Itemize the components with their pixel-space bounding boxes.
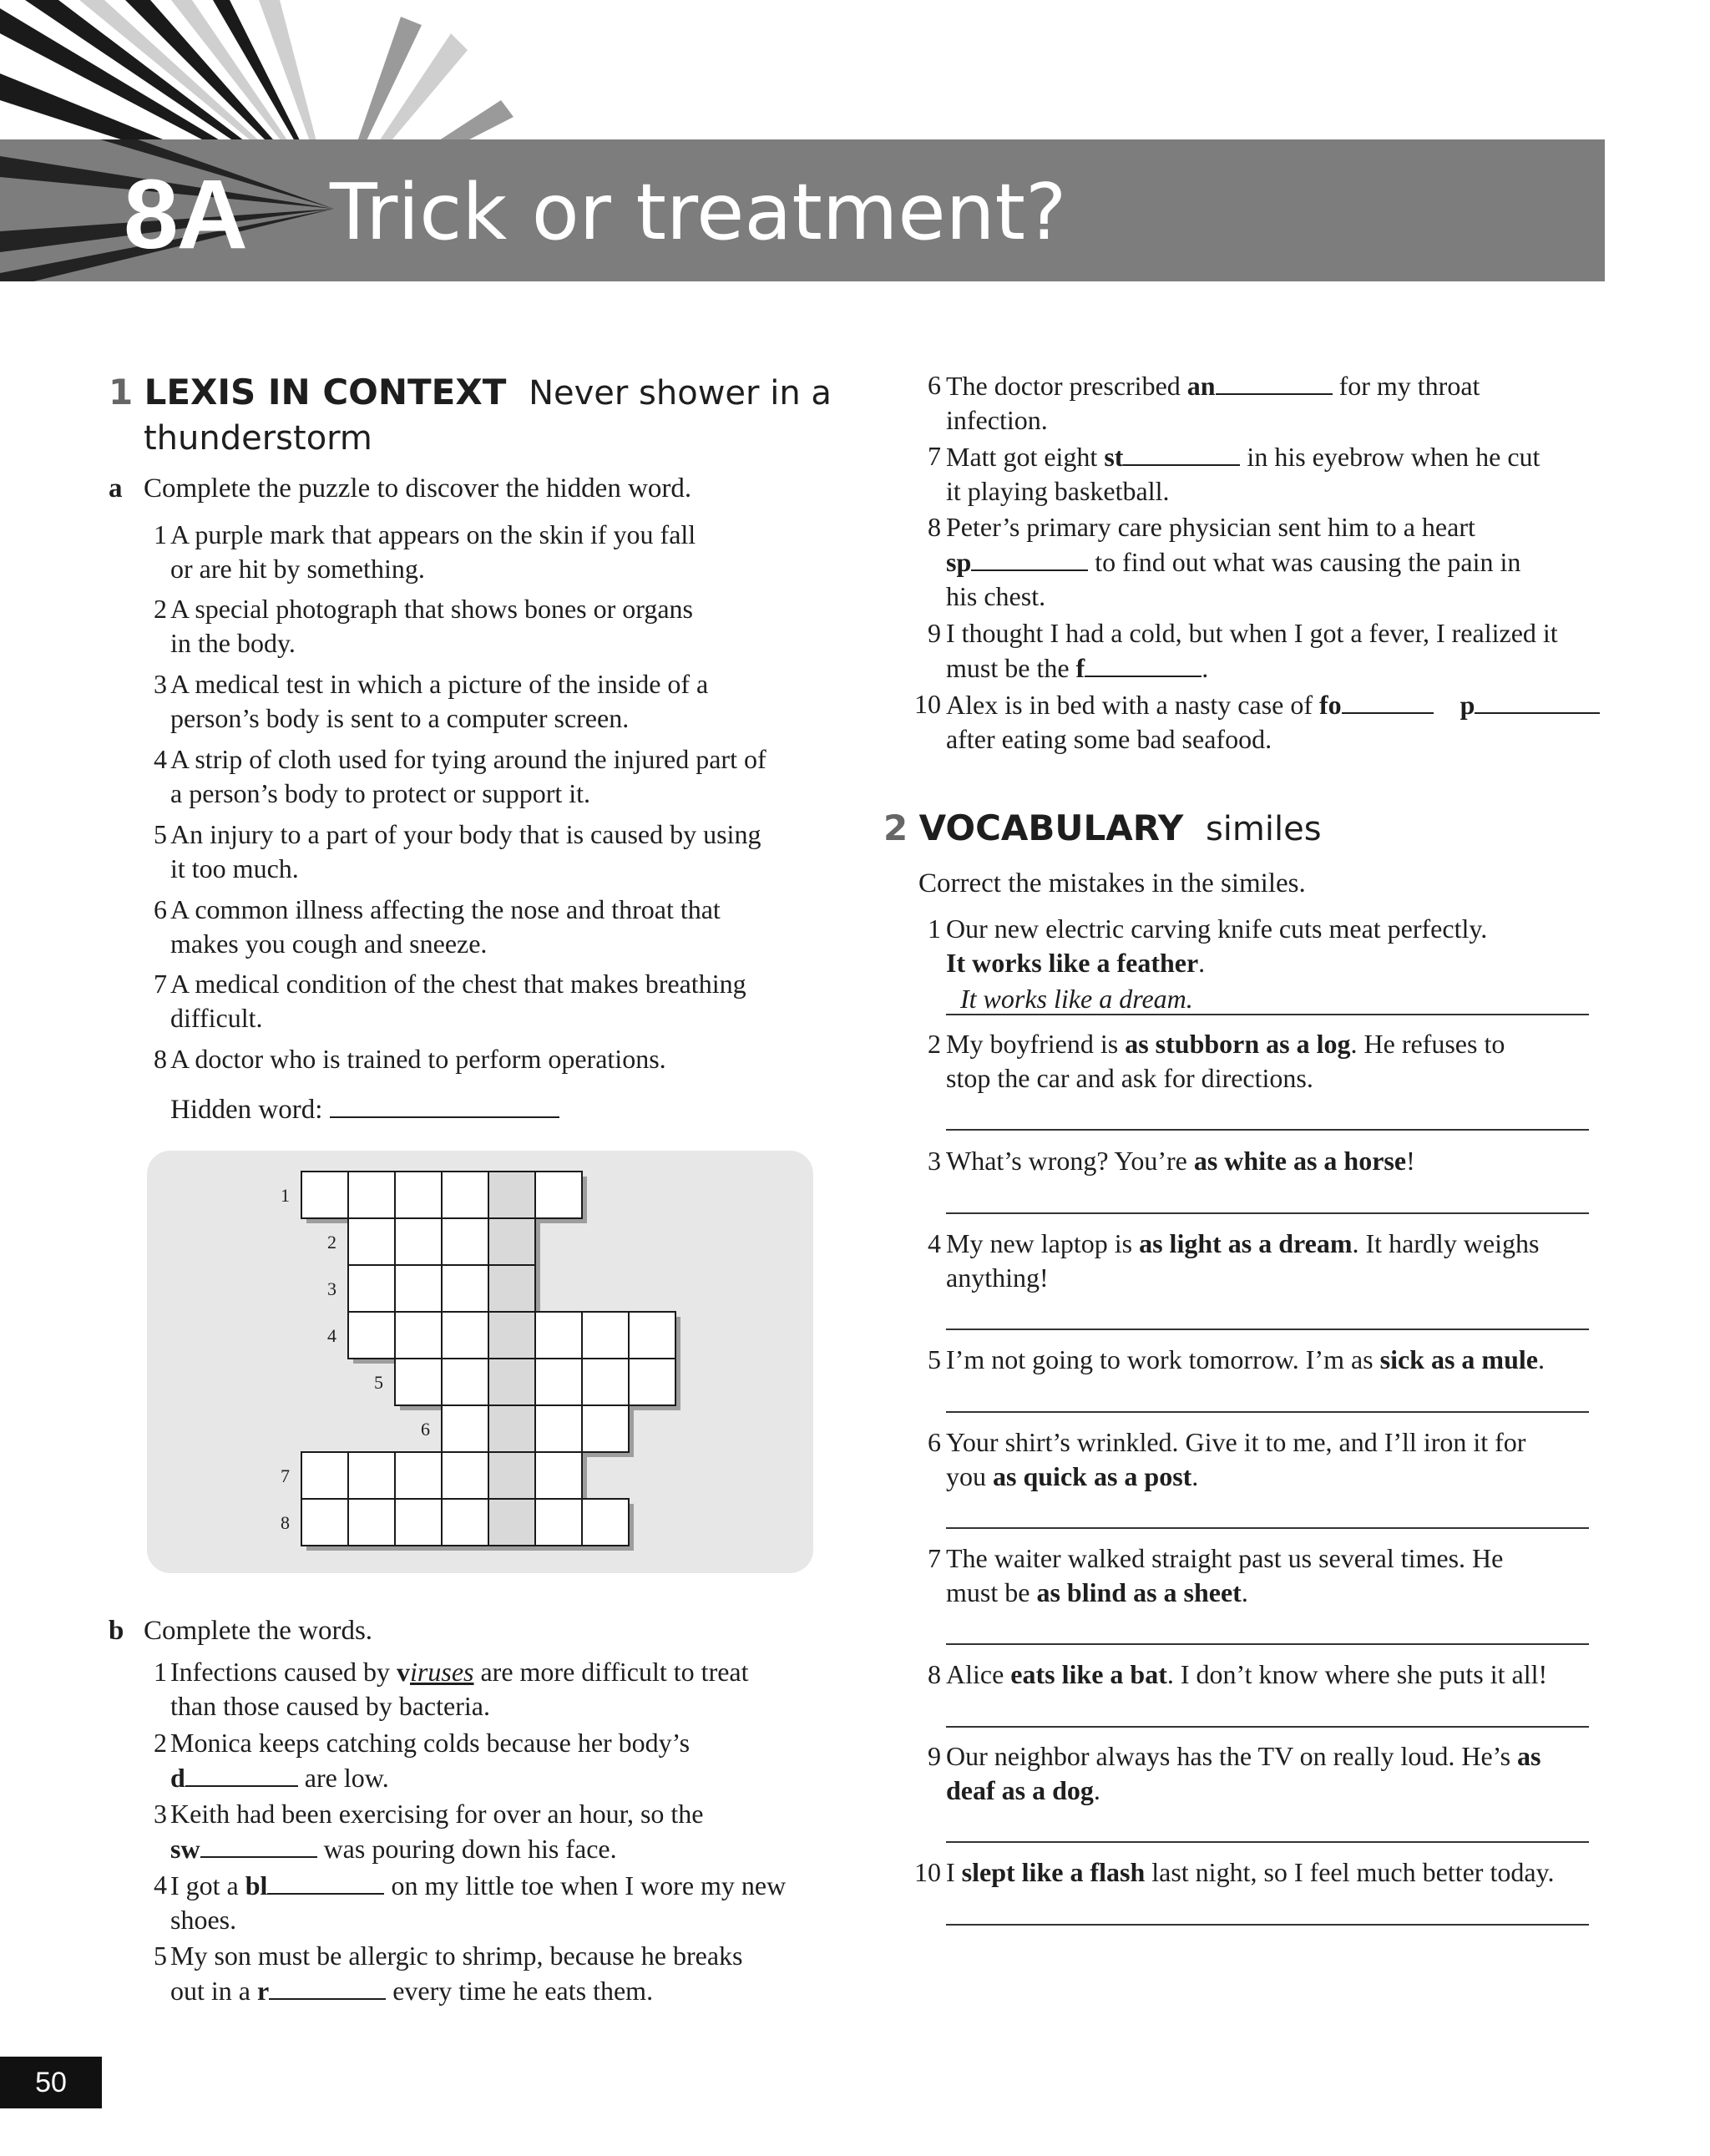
- example-answer: iruses: [410, 1657, 474, 1687]
- part-a-instruction: a Complete the puzzle to discover the hidden word.: [109, 472, 691, 506]
- answer-line[interactable]: [946, 1212, 1589, 1214]
- simile-item: 5 I’m not going to work tomorrow. I’m as sick as a mule.: [928, 1344, 1545, 1374]
- part-b-instruction: b Complete the words.: [109, 1614, 372, 1648]
- word-item: 5 My son must be allergic to shrimp, because he breaks out in a r every time he eats them.: [154, 1941, 743, 2006]
- crossword-cell[interactable]: [348, 1218, 395, 1265]
- section-1-heading: [109, 370, 832, 416]
- crossword-row-number: 1: [281, 1185, 290, 1206]
- page-number: 50: [0, 2057, 102, 2108]
- hidden-word-cell[interactable]: [488, 1265, 535, 1312]
- clue-item: 7 A medical condition of the chest that makes breathing difficult.: [154, 969, 746, 1033]
- section-subtitle: similes: [1205, 810, 1322, 848]
- hidden-word-blank[interactable]: [330, 1091, 559, 1118]
- crossword-cell[interactable]: [582, 1405, 629, 1452]
- clue-item: 2 A special photograph that shows bones or organs in the body.: [154, 594, 693, 658]
- crossword-cell[interactable]: [395, 1172, 442, 1218]
- crossword-cell[interactable]: [629, 1359, 675, 1405]
- simile-item: 8 Alice eats like a bat. I don’t know where she puts it all!: [928, 1659, 1548, 1689]
- answer-blank[interactable]: [971, 544, 1088, 571]
- crossword-cell[interactable]: [348, 1312, 395, 1359]
- crossword-cell[interactable]: [582, 1312, 629, 1359]
- answer-line[interactable]: [946, 1841, 1589, 1843]
- crossword-cell[interactable]: [535, 1312, 582, 1359]
- answer-blank[interactable]: [1216, 368, 1333, 395]
- crossword-row-number: 5: [374, 1372, 383, 1393]
- crossword-cell[interactable]: [301, 1452, 348, 1499]
- word-item: 10 Alex is in bed with a nasty case of fo p after eating some bad seafood.: [946, 687, 1681, 757]
- crossword-cell[interactable]: [348, 1452, 395, 1499]
- crossword-row-number: 3: [327, 1278, 336, 1299]
- crossword-cell[interactable]: [535, 1452, 582, 1499]
- simile-item: 2 My boyfriend is as stubborn as a log. He refuses to stop the car and ask for directions.: [928, 1029, 1505, 1093]
- crossword-cell[interactable]: [395, 1359, 442, 1405]
- answer-line[interactable]: [946, 1411, 1589, 1413]
- section-2-instruction: Correct the mistakes in the similes.: [918, 868, 1306, 898]
- crossword-cell[interactable]: [442, 1172, 488, 1218]
- crossword-cell[interactable]: [442, 1359, 488, 1405]
- crossword-cell[interactable]: [582, 1499, 629, 1546]
- crossword-row-number: 6: [421, 1419, 430, 1440]
- clue-item: 5 An injury to a part of your body that is caused by using it too much.: [154, 819, 761, 883]
- crossword-cell[interactable]: [442, 1499, 488, 1546]
- simile-item: 3 What’s wrong? You’re as white as a horse!: [928, 1146, 1415, 1176]
- hidden-word-cell[interactable]: [488, 1312, 535, 1359]
- crossword-cell[interactable]: [442, 1312, 488, 1359]
- answer-line[interactable]: [946, 1924, 1589, 1926]
- crossword-cell[interactable]: [395, 1265, 442, 1312]
- clue-item: 3 A medical test in which a picture of the inside of a person’s body is sent to a computer screen.: [154, 669, 709, 733]
- answer-line[interactable]: [946, 1329, 1589, 1330]
- answer-line[interactable]: [946, 1129, 1589, 1131]
- crossword-cell[interactable]: [535, 1359, 582, 1405]
- simile-item: 6 Your shirt’s wrinkled. Give it to me, and I’ll iron it for you as quick as a post.: [928, 1427, 1526, 1491]
- hidden-word-cell[interactable]: [488, 1452, 535, 1499]
- crossword-cell[interactable]: [442, 1405, 488, 1452]
- crossword-row-number: 2: [327, 1232, 336, 1253]
- answer-blank[interactable]: [1342, 687, 1434, 714]
- crossword-cell[interactable]: [395, 1312, 442, 1359]
- crossword-row-number: 8: [281, 1512, 290, 1533]
- answer-blank[interactable]: [1475, 687, 1600, 714]
- hidden-word-cell[interactable]: [488, 1359, 535, 1405]
- clue-item: 4 A strip of cloth used for tying around the injured part of a person’s body to protect or support it.: [154, 744, 766, 808]
- answer-line[interactable]: [946, 1643, 1589, 1645]
- answer-blank[interactable]: [269, 1973, 386, 2000]
- answer-line[interactable]: [946, 1726, 1589, 1728]
- crossword-grid: [147, 1151, 813, 1573]
- crossword-cell[interactable]: [301, 1172, 348, 1218]
- simile-item: 7 The waiter walked straight past us several times. He must be as blind as a sheet.: [928, 1543, 1504, 1607]
- crossword-cell[interactable]: [442, 1265, 488, 1312]
- crossword-cell[interactable]: [582, 1359, 629, 1405]
- crossword-cell[interactable]: [395, 1499, 442, 1546]
- crossword-cell[interactable]: [535, 1405, 582, 1452]
- crossword-cell[interactable]: [442, 1218, 488, 1265]
- unit-title: Trick or treatment?: [330, 167, 1067, 257]
- answer-line[interactable]: [946, 1527, 1589, 1529]
- section-1-subtitle-line2: thunderstorm: [144, 419, 372, 458]
- hidden-word-label: Hidden word:: [170, 1095, 323, 1125]
- word-item: 3 Keith had been exercising for over an hour, so the sw was pouring down his face.: [154, 1799, 704, 1864]
- hidden-word-cell[interactable]: [488, 1405, 535, 1452]
- simile-item: 4 My new laptop is as light as a dream. It hardly weighs anything!: [928, 1228, 1540, 1293]
- part-letter: a: [109, 473, 123, 504]
- answer-blank[interactable]: [185, 1760, 298, 1787]
- section-number: 2: [883, 807, 908, 848]
- answer-blank[interactable]: [200, 1831, 317, 1858]
- word-item: 6 The doctor prescribed an for my throat infection.: [928, 370, 1480, 435]
- word-item: 2 Monica keeps catching colds because her body’s d are low.: [154, 1728, 691, 1793]
- hidden-word-cell[interactable]: [488, 1499, 535, 1546]
- hidden-word-cell[interactable]: [488, 1218, 535, 1265]
- crossword-row-number: 7: [281, 1465, 290, 1486]
- answer-line[interactable]: [946, 1014, 1589, 1015]
- example-answer: It works like a dream.: [960, 984, 1193, 1014]
- crossword-row-number: 4: [327, 1325, 336, 1346]
- crossword-cell[interactable]: [301, 1499, 348, 1546]
- simile-item: 1 Our new electric carving knife cuts meat perfectly. It works like a feather.: [928, 914, 1488, 978]
- section-2-heading: [883, 806, 1322, 852]
- answer-blank[interactable]: [267, 1868, 384, 1895]
- simile-item: 10 I slept like a flash last night, so I feel much better today.: [914, 1857, 1555, 1887]
- section-subtitle: Never shower in a: [529, 374, 832, 412]
- hidden-word-row: [170, 1091, 559, 1127]
- section-title: LEXIS IN CONTEXT: [144, 372, 507, 412]
- crossword-cell[interactable]: [395, 1218, 442, 1265]
- clue-item: 8 A doctor who is trained to perform operations.: [154, 1044, 666, 1074]
- hidden-word-cell[interactable]: [488, 1172, 535, 1218]
- simile-item: 9 Our neighbor always has the TV on really loud. He’s as deaf as a dog.: [928, 1741, 1541, 1805]
- clue-item: 1 A purple mark that appears on the skin if you fall or are hit by something.: [154, 519, 696, 584]
- word-item: 8 Peter’s primary care physician sent him to a heart sp to find out what was causing the pain in his chest.: [928, 512, 1521, 611]
- answer-blank[interactable]: [1123, 439, 1240, 466]
- crossword-cell[interactable]: [395, 1452, 442, 1499]
- section-number: 1: [109, 372, 134, 412]
- crossword-cell[interactable]: [348, 1172, 395, 1218]
- crossword-cell[interactable]: [535, 1172, 582, 1218]
- word-item: 1 Infections caused by viruses are more difficult to treat than those caused by bacteria.: [154, 1657, 749, 1721]
- answer-blank[interactable]: [1085, 650, 1202, 677]
- crossword-cell[interactable]: [348, 1265, 395, 1312]
- clue-item: 6 A common illness affecting the nose and throat that makes you cough and sneeze.: [154, 894, 721, 959]
- crossword-cell[interactable]: [535, 1499, 582, 1546]
- crossword-cell[interactable]: [442, 1452, 488, 1499]
- word-item: 7 Matt got eight st in his eyebrow when he cut it playing basketball.: [928, 441, 1541, 506]
- unit-code: 8A: [124, 159, 246, 270]
- crossword-cell[interactable]: [629, 1312, 675, 1359]
- word-item: 9 I thought I had a cold, but when I got a fever, I realized it must be the f .: [928, 618, 1558, 683]
- section-title: VOCABULARY: [918, 807, 1184, 848]
- part-letter: b: [109, 1616, 124, 1646]
- crossword-cell[interactable]: [348, 1499, 395, 1546]
- word-item: 4 I got a bl on my little toe when I wore my new shoes.: [154, 1870, 787, 1935]
